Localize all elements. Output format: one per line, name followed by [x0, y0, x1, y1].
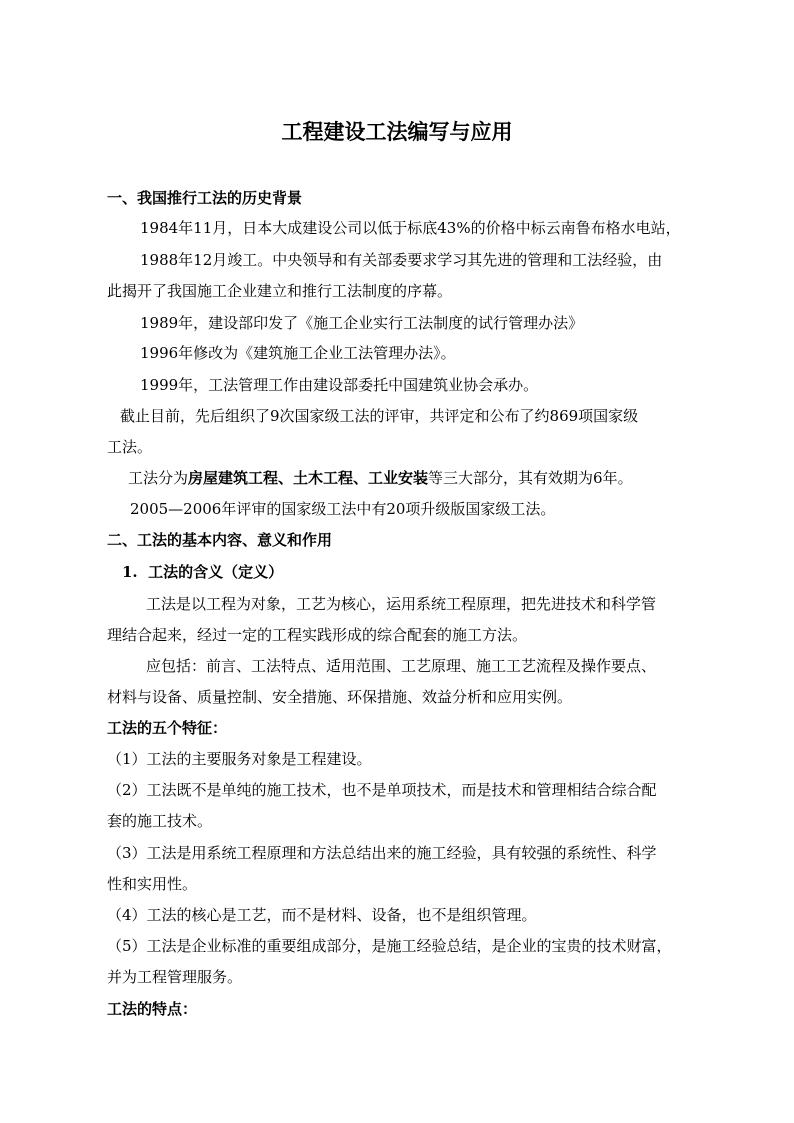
list-item-continuation: 性和实用性。 [107, 875, 198, 893]
section-2-heading: 二、工法的基本内容、意义和作用 [107, 531, 333, 549]
paragraph-line [128, 468, 633, 488]
list-item-continuation: 套的施工技术。 [107, 812, 213, 830]
text-run: 等三大部分，其有效期为6年。 [428, 469, 633, 487]
paragraph-line: 工法。 [107, 438, 153, 456]
list-item-continuation: 并为工程管理服务。 [107, 968, 243, 986]
paragraph-line: 材料与设备、质量控制、安全措施、环保措施、效益分析和应用实例。 [107, 688, 573, 706]
subsection-heading [122, 562, 283, 582]
characteristics-heading: 工法的特点： [107, 1000, 198, 1018]
paragraph-line: 截止目前，先后组织了9次国家级工法的评审，共评定和公布了约869项国家级 [120, 407, 639, 425]
list-item: （2）工法既不是单纯的施工技术，也不是单项技术，而是技术和管理相结合综合配 [107, 781, 657, 799]
features-heading: 工法的五个特征： [107, 719, 228, 737]
list-item: （5）工法是企业标准的重要组成部分，是施工经验总结，是企业的宝贵的技术财富， [107, 937, 672, 955]
subsection-number: 1. [122, 563, 138, 581]
list-item: （1）工法的主要服务对象是工程建设。 [107, 750, 372, 768]
paragraph-line: 理结合起来，经过一定的工程实践形成的综合配套的施工方法。 [107, 626, 528, 644]
page-title: 工程建设工法编写与应用 [281, 119, 513, 144]
list-item: （4）工法的核心是工艺，而不是材料、设备，也不是组织管理。 [107, 906, 537, 924]
paragraph-line: 此揭开了我国施工企业建立和推行工法制度的序幕。 [107, 282, 453, 300]
paragraph-line: 1996年修改为《建筑施工企业工法管理办法》。 [140, 344, 456, 362]
list-item: （3）工法是用系统工程原理和方法总结出来的施工经验，具有较强的系统性、科学 [107, 844, 657, 862]
section-1-heading: 一、我国推行工法的历史背景 [107, 189, 303, 207]
paragraph-line: 1999年，工法管理工作由建设部委托中国建筑业协会承办。 [140, 376, 539, 394]
bold-text-run: 房屋建筑工程、土木工程、工业安装 [188, 469, 429, 487]
paragraph-line: 1984年11月，日本大成建设公司以低于标底43%的价格中标云南鲁布格水电站， [140, 219, 681, 237]
paragraph-line: 1989年，建设部印发了《施工企业实行工法制度的试行管理办法》 [140, 314, 584, 332]
paragraph-line: 应包括：前言、工法特点、适用范围、工艺原理、施工工艺流程及操作要点、 [146, 657, 657, 675]
paragraph-line: 1988年12月竣工。中央领导和有关部委要求学习其先进的管理和工法经验，由 [140, 251, 663, 269]
paragraph-line: 工法是以工程为对象，工艺为核心，运用系统工程原理，把先进技术和科学管 [146, 595, 657, 613]
paragraph-line: 2005—2006年评审的国家级工法中有20项升级版国家级工法。 [130, 500, 556, 518]
subsection-title: 工法的含义（定义） [148, 563, 284, 581]
text-run: 工法分为 [128, 469, 189, 487]
